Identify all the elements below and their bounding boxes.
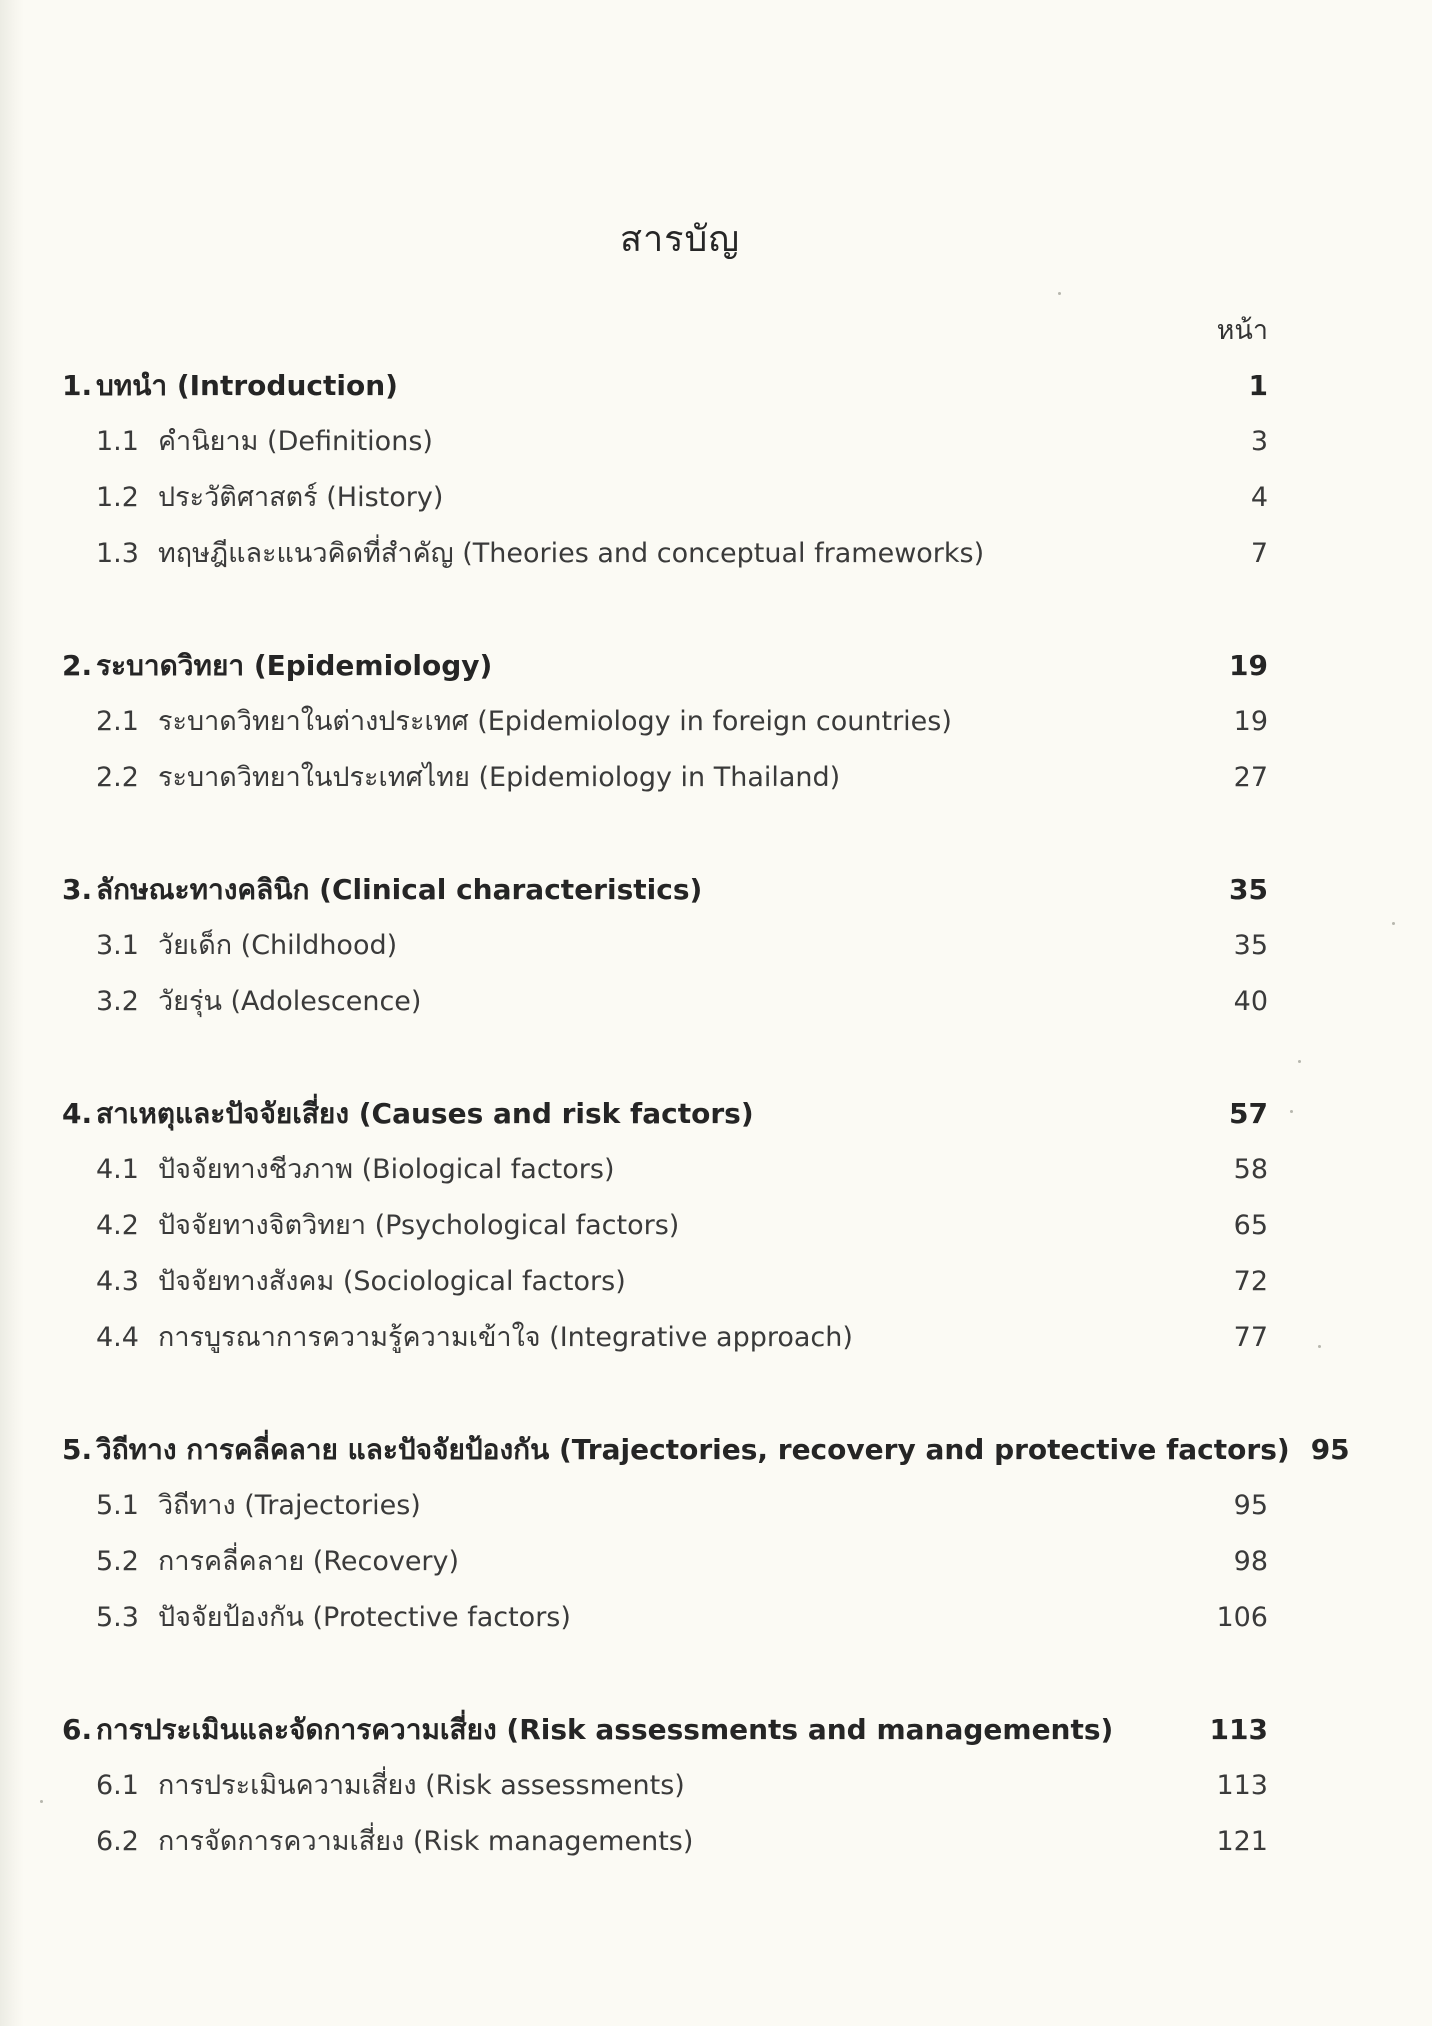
toc-subsection-1-1[interactable] (62, 414, 1268, 470)
subsection-page-number: 27 (1233, 762, 1268, 793)
toc-chapter-1[interactable] (62, 358, 1268, 414)
chapter-number: 5. (62, 1433, 93, 1466)
toc-section-2 (62, 638, 1268, 806)
subsection-label: ปัจจัยทางจิตวิทยา (Psychological factors) (158, 1210, 680, 1241)
subsection-page-number: 19 (1233, 706, 1268, 737)
subsection-page-number: 7 (1250, 538, 1268, 569)
toc-chapter-4[interactable] (62, 1086, 1268, 1142)
scan-speck (1392, 922, 1395, 925)
subsection-label: ปัจจัยทางชีวภาพ (Biological factors) (158, 1154, 615, 1185)
toc-subsection-4-1[interactable] (62, 1142, 1268, 1198)
subsection-number: 5.2 (96, 1546, 139, 1577)
toc-subsection-6-2[interactable] (62, 1814, 1268, 1870)
toc-subsection-5-3[interactable] (62, 1590, 1268, 1646)
subsection-page-number: 95 (1233, 1490, 1268, 1521)
page-column-label: หน้า (1216, 315, 1268, 346)
toc-subsection-1-2[interactable] (62, 470, 1268, 526)
toc-section-5 (62, 1422, 1350, 1646)
toc-section-4 (62, 1086, 1268, 1366)
scan-speck (1058, 292, 1061, 295)
subsection-label: ระบาดวิทยาในต่างประเทศ (Epidemiology in foreign countries) (158, 706, 952, 737)
subsection-label: คำนิยาม (Definitions) (158, 426, 433, 457)
subsection-number: 3.1 (96, 930, 139, 961)
chapter-page-number: 19 (1229, 649, 1268, 682)
subsection-number: 6.2 (96, 1826, 139, 1857)
subsection-label: การจัดการความเสี่ยง (Risk managements) (158, 1826, 694, 1857)
chapter-page-number: 95 (1310, 1433, 1350, 1466)
toc-subsection-4-2[interactable] (62, 1198, 1268, 1254)
table-of-contents (62, 358, 1350, 1926)
subsection-number: 4.1 (96, 1154, 139, 1185)
chapter-page-number: 35 (1229, 873, 1268, 906)
subsection-page-number: 4 (1250, 482, 1268, 513)
subsection-page-number: 113 (1216, 1770, 1268, 1801)
chapter-label: การประเมินและจัดการความเสี่ยง (Risk assessments and managements) (96, 1713, 1114, 1746)
subsection-label: วิถีทาง (Trajectories) (158, 1490, 421, 1521)
subsection-page-number: 77 (1233, 1322, 1268, 1353)
subsection-page-number: 65 (1233, 1210, 1268, 1241)
chapter-label: สาเหตุและปัจจัยเสี่ยง (Causes and risk factors) (96, 1097, 754, 1130)
subsection-label: ปัจจัยทางสังคม (Sociological factors) (158, 1266, 626, 1297)
subsection-label: วัยรุ่น (Adolescence) (158, 986, 422, 1017)
toc-chapter-2[interactable] (62, 638, 1268, 694)
chapter-number: 3. (62, 873, 93, 906)
chapter-label: วิถีทาง การคลี่คลาย และปัจจัยป้องกัน (Trajectories, recovery and protective factors) (96, 1433, 1290, 1466)
scan-speck (1298, 1060, 1301, 1063)
subsection-label: ระบาดวิทยาในประเทศไทย (Epidemiology in Thailand) (158, 762, 841, 793)
subsection-label: ปัจจัยป้องกัน (Protective factors) (158, 1602, 571, 1633)
toc-subsection-5-2[interactable] (62, 1534, 1268, 1590)
chapter-page-number: 113 (1209, 1713, 1268, 1746)
subsection-number: 2.1 (96, 706, 139, 737)
chapter-label: ระบาดวิทยา (Epidemiology) (96, 649, 493, 682)
subsection-label: ประวัติศาสตร์ (History) (158, 482, 444, 513)
chapter-label: บทนำ (Introduction) (96, 369, 398, 402)
chapter-page-number: 1 (1248, 369, 1268, 402)
scan-speck (40, 1800, 43, 1803)
subsection-label: การคลี่คลาย (Recovery) (158, 1546, 460, 1577)
subsection-page-number: 72 (1233, 1266, 1268, 1297)
chapter-number: 2. (62, 649, 93, 682)
toc-section-1 (62, 358, 1268, 582)
subsection-number: 4.4 (96, 1322, 139, 1353)
chapter-page-number: 57 (1229, 1097, 1268, 1130)
subsection-label: วัยเด็ก (Childhood) (158, 930, 398, 961)
subsection-label: การบูรณาการความรู้ความเข้าใจ (Integrative approach) (158, 1322, 853, 1353)
subsection-number: 6.1 (96, 1770, 139, 1801)
toc-subsection-4-3[interactable] (62, 1254, 1268, 1310)
subsection-number: 1.2 (96, 482, 139, 513)
chapter-number: 6. (62, 1713, 93, 1746)
scan-speck (1318, 1345, 1321, 1348)
subsection-page-number: 98 (1233, 1546, 1268, 1577)
toc-subsection-1-3[interactable] (62, 526, 1268, 582)
subsection-label: ทฤษฎีและแนวคิดที่สำคัญ (Theories and conceptual frameworks) (158, 538, 985, 569)
toc-chapter-3[interactable] (62, 862, 1268, 918)
subsection-number: 5.3 (96, 1602, 139, 1633)
toc-section-3 (62, 862, 1268, 1030)
subsection-number: 4.2 (96, 1210, 139, 1241)
chapter-number: 1. (62, 369, 93, 402)
toc-chapter-5[interactable] (62, 1422, 1350, 1478)
toc-subsection-3-2[interactable] (62, 974, 1268, 1030)
subsection-page-number: 121 (1216, 1826, 1268, 1857)
toc-subsection-5-1[interactable] (62, 1478, 1268, 1534)
subsection-page-number: 3 (1250, 426, 1268, 457)
toc-subsection-6-1[interactable] (62, 1758, 1268, 1814)
subsection-number: 5.1 (96, 1490, 139, 1521)
subsection-number: 1.1 (96, 426, 139, 457)
chapter-label: ลักษณะทางคลินิก (Clinical characteristics) (96, 873, 703, 906)
toc-subsection-3-1[interactable] (62, 918, 1268, 974)
subsection-page-number: 106 (1216, 1602, 1268, 1633)
subsection-number: 4.3 (96, 1266, 139, 1297)
toc-subsection-2-1[interactable] (62, 694, 1268, 750)
subsection-page-number: 40 (1233, 986, 1268, 1017)
chapter-number: 4. (62, 1097, 93, 1130)
toc-subsection-4-4[interactable] (62, 1310, 1268, 1366)
subsection-page-number: 35 (1233, 930, 1268, 961)
subsection-label: การประเมินความเสี่ยง (Risk assessments) (158, 1770, 685, 1801)
page-edge-shadow (0, 0, 24, 2026)
subsection-page-number: 58 (1233, 1154, 1268, 1185)
page-title: สารบัญ (619, 219, 741, 261)
subsection-number: 1.3 (96, 538, 139, 569)
toc-section-6 (62, 1702, 1268, 1870)
subsection-number: 2.2 (96, 762, 139, 793)
toc-subsection-2-2[interactable] (62, 750, 1268, 806)
subsection-number: 3.2 (96, 986, 139, 1017)
toc-chapter-6[interactable] (62, 1702, 1268, 1758)
scan-speck (1290, 1110, 1293, 1113)
